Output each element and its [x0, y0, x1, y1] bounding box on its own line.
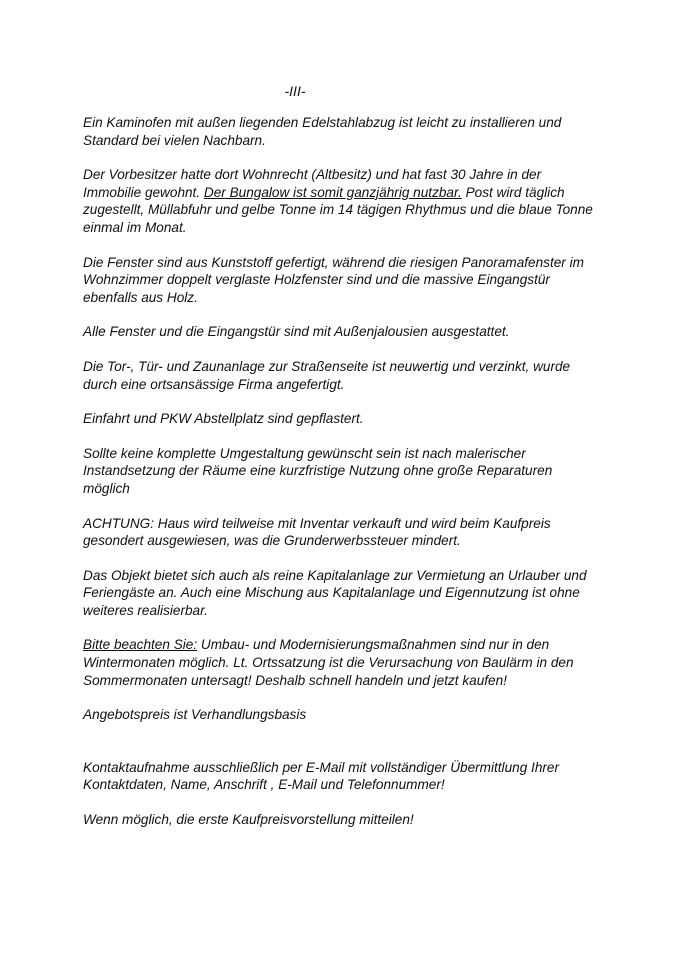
text-segment: Wohnzimmer doppelt verglaste Holzfenster sind und die massive Eingangstür [83, 272, 550, 288]
text-line [83, 462, 603, 480]
document-body [83, 114, 603, 829]
text-line [83, 584, 603, 602]
text-segment: weiteres realisierbar. [83, 602, 208, 618]
paragraph [83, 410, 603, 428]
paragraph [83, 515, 603, 550]
text-line [83, 532, 603, 550]
text-segment: Feriengäste an. Auch eine Mischung aus Kapitalanlage und Eigennutzung ist ohne [83, 585, 580, 601]
paragraph [83, 636, 603, 689]
text-line [83, 184, 603, 202]
text-segment: Immobilie gewohnt. [83, 184, 204, 200]
text-segment: Wintermonaten möglich. Lt. Ortssatzung ist die Verursachung von Baulärm in den [83, 655, 574, 671]
paragraph [83, 323, 603, 341]
paragraph [83, 358, 603, 393]
text-segment: Der Vorbesitzer hatte dort Wohnrecht (Altbesitz) und hat fast 30 Jahre in der [83, 167, 542, 183]
text-line [83, 654, 603, 672]
text-segment: Die Tor-, Tür- und Zaunanlage zur Straßenseite ist neuwertig und verzinkt, wurde [83, 358, 571, 374]
text-segment: Standard bei vielen Nachbarn. [83, 132, 266, 148]
text-segment: Ein Kaminofen mit außen liegenden Edelstahlabzug ist leicht zu installieren und [83, 115, 562, 130]
paragraph [83, 445, 603, 498]
paragraph [83, 759, 603, 794]
text-line [83, 759, 603, 777]
text-line [83, 811, 603, 829]
text-line [83, 201, 603, 219]
text-segment: Umbau- und Modernisierungsmaßnahmen sind nur in den [197, 637, 550, 653]
paragraph [83, 166, 603, 236]
text-line [83, 114, 603, 132]
text-segment: Sommermonaten untersagt! Deshalb schnell handeln und jetzt kaufen! [83, 672, 507, 688]
text-line [83, 776, 603, 794]
text-line [83, 602, 603, 620]
text-segment: Instandsetzung der Räume eine kurzfristige Nutzung ohne große Reparaturen [83, 463, 553, 479]
paragraph [83, 114, 603, 149]
paragraph [83, 811, 603, 829]
text-segment: Einfahrt und PKW Abstellplatz sind gepflastert. [83, 411, 364, 427]
text-line [83, 254, 603, 272]
text-segment: Wenn möglich, die erste Kaufpreisvorstellung mitteilen! [83, 812, 414, 828]
text-segment: einmal im Monat. [83, 219, 187, 235]
text-line [83, 358, 603, 376]
text-segment: Kontaktdaten, Name, Anschrift , E-Mail und Telefonnummer! [83, 777, 445, 793]
page-number: -III- [284, 83, 306, 99]
text-segment: ACHTUNG: Haus wird teilweise mit Inventar verkauft und wird beim Kaufpreis [83, 515, 551, 531]
text-line [83, 410, 603, 428]
paragraph [83, 706, 603, 724]
text-line [83, 132, 603, 150]
text-line [83, 271, 603, 289]
text-line [83, 166, 603, 184]
paragraph [83, 567, 603, 620]
text-line [83, 445, 603, 463]
text-line [83, 480, 603, 498]
text-segment: Angebotspreis ist Verhandlungsbasis [83, 707, 307, 723]
text-segment: ebenfalls aus Holz. [83, 289, 198, 305]
text-line [83, 567, 603, 585]
text-segment: Post wird täglich [461, 184, 565, 200]
text-segment: Sollte keine komplette Umgestaltung gewünscht sein ist nach malerischer [83, 445, 526, 461]
text-line [83, 515, 603, 533]
text-line [83, 376, 603, 394]
text-line [83, 323, 603, 341]
text-line [83, 706, 603, 724]
text-line [83, 672, 603, 690]
text-line [83, 289, 603, 307]
underlined-text: Bitte beachten Sie: [83, 637, 198, 653]
text-segment: durch eine ortsansässige Firma angefertigt. [83, 376, 345, 392]
text-segment: Das Objekt bietet sich auch als reine Kapitalanlage zur Vermietung an Urlauber und [83, 567, 587, 583]
text-segment: Alle Fenster und die Eingangstür sind mit Außenjalousien ausgestattet. [83, 324, 510, 340]
underlined-text: Der Bungalow ist somit ganzjährig nutzbar. [203, 184, 462, 200]
text-segment: Die Fenster sind aus Kunststoff gefertigt, während die riesigen Panoramafenster im [83, 254, 584, 270]
text-segment: möglich [83, 480, 130, 496]
paragraph [83, 254, 603, 307]
text-segment: gesondert ausgewiesen, was die Grunderwerbssteuer mindert. [83, 533, 461, 549]
text-line [83, 636, 603, 654]
text-line [83, 219, 603, 237]
text-segment: Kontaktaufnahme ausschließlich per E-Mail mit vollständiger Übermittlung Ihrer [83, 759, 559, 775]
text-segment: zugestellt, Müllabfuhr und gelbe Tonne im 14 tägigen Rhythmus und die blaue Tonne [83, 202, 593, 218]
